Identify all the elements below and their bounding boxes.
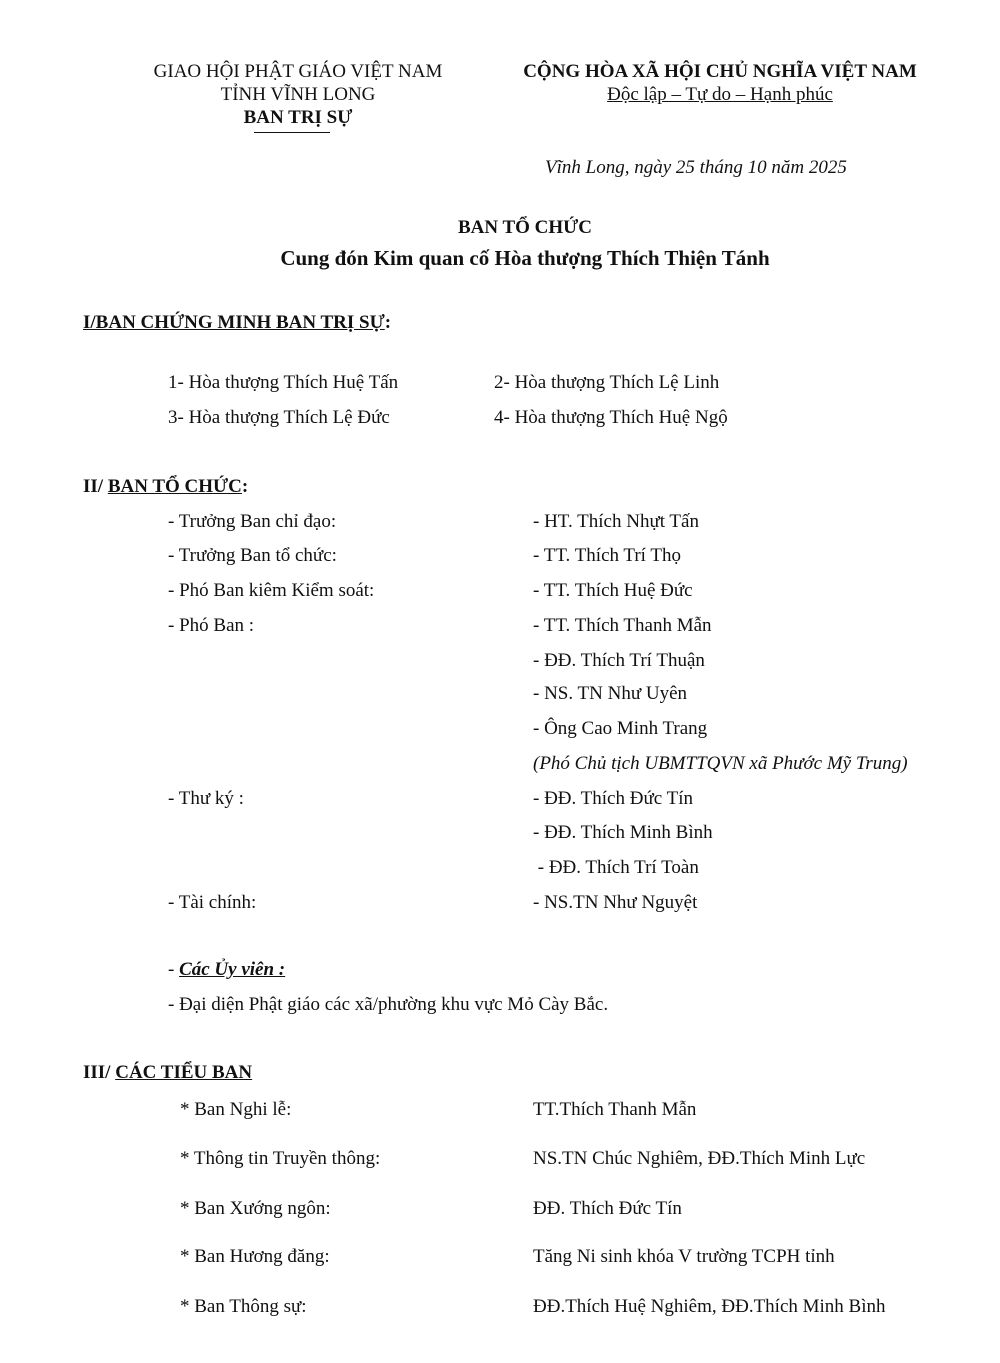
issuer-province: TỈNH VĨNH LONG <box>220 84 376 105</box>
subcommittee-value: Tăng Ni sinh khóa V trường TCPH tỉnh <box>533 1246 835 1267</box>
role-label: - Trưởng Ban chỉ đạo: <box>168 511 337 532</box>
section2-heading-text: BAN TỔ CHỨC <box>107 476 242 497</box>
section1-heading <box>83 312 391 335</box>
national-motto-block <box>490 60 950 106</box>
section1-heading-text: I/BAN CHỨNG MINH BAN TRỊ SỰ <box>83 312 385 333</box>
subcommittee-label: * Ban Hương đăng: <box>180 1246 330 1267</box>
role-person: - ĐĐ. Thích Minh Bình <box>533 822 713 843</box>
subcommittee-label: * Thông tin Truyền thông: <box>180 1148 381 1169</box>
subcommittee-value: NS.TN Chúc Nghiêm, ĐĐ.Thích Minh Lực <box>533 1148 866 1169</box>
proving-member: 2- Hòa thượng Thích Lệ Linh <box>494 372 720 393</box>
section3-heading <box>83 1062 252 1085</box>
proving-member: 3- Hòa thượng Thích Lệ Đức <box>168 407 390 428</box>
role-label: - Phó Ban kiêm Kiểm soát: <box>168 580 375 601</box>
section2-heading-prefix: II/ <box>83 476 108 497</box>
doc-title: BAN TỔ CHỨC <box>457 217 593 238</box>
role-person: - ĐĐ. Thích Trí Thuận <box>533 650 705 671</box>
date-line: Vĩnh Long, ngày 25 tháng 10 năm 2025 <box>545 157 847 178</box>
role-person-note: (Phó Chủ tịch UBMTTQVN xã Phước Mỹ Trung) <box>533 753 908 774</box>
commissioners-text: - Đại diện Phật giáo các xã/phường khu vực Mỏ Cày Bắc. <box>168 994 609 1015</box>
issuer-board: BAN TRỊ SỰ <box>243 107 353 128</box>
role-person: - NS.TN Như Nguyệt <box>533 892 698 913</box>
role-person: - TT. Thích Huệ Đức <box>533 580 693 601</box>
role-person: - ĐĐ. Thích Trí Toàn <box>533 857 699 878</box>
subcommittee-value: TT.Thích Thanh Mẫn <box>533 1099 697 1120</box>
subcommittee-value: ĐĐ.Thích Huệ Nghiêm, ĐĐ.Thích Minh Bình <box>533 1296 886 1317</box>
role-person: - TT. Thích Thanh Mẫn <box>533 615 712 636</box>
section3-heading-text: CÁC TIỂU BAN <box>115 1062 253 1083</box>
role-person: - TT. Thích Trí Thọ <box>533 545 681 566</box>
commissioners-heading <box>168 959 285 982</box>
role-person: - Ông Cao Minh Trang <box>533 718 708 739</box>
role-label: - Thư ký : <box>168 788 244 809</box>
national-title: CỘNG HÒA XÃ HỘI CHỦ NGHĨA VIỆT NAM <box>523 61 917 82</box>
subcommittee-label: * Ban Xướng ngôn: <box>180 1198 331 1219</box>
commissioners-title: Các Ủy viên : <box>179 959 286 980</box>
section3-heading-prefix: III/ <box>83 1062 116 1083</box>
subcommittee-label: * Ban Nghi lễ: <box>180 1099 292 1120</box>
role-label: - Trưởng Ban tổ chức: <box>168 545 337 566</box>
role-label: - Phó Ban : <box>168 615 255 636</box>
role-person: - ĐĐ. Thích Đức Tín <box>533 788 693 809</box>
role-person: - NS. TN Như Uyên <box>533 683 688 704</box>
role-label: - Tài chính: <box>168 892 257 913</box>
proving-member: 1- Hòa thượng Thích Huệ Tấn <box>168 372 399 393</box>
issuer-divider <box>254 132 330 133</box>
section1-heading-colon: : <box>384 312 392 333</box>
proving-member: 4- Hòa thượng Thích Huệ Ngộ <box>494 407 728 428</box>
section2-heading <box>83 476 248 499</box>
section2-heading-colon: : <box>241 476 249 497</box>
issuer-org: GIAO HỘI PHẬT GIÁO VIỆT NAM <box>153 61 443 82</box>
doc-subtitle: Cung đón Kim quan cố Hòa thượng Thích Thiện Tánh <box>280 246 770 270</box>
subcommittee-label: * Ban Thông sự: <box>180 1296 307 1317</box>
issuer-block <box>128 60 468 129</box>
national-motto: Độc lập – Tự do – Hạnh phúc <box>607 84 833 105</box>
subcommittee-value: ĐĐ. Thích Đức Tín <box>533 1198 682 1219</box>
role-person: - HT. Thích Nhựt Tấn <box>533 511 699 532</box>
commissioners-dash: - <box>168 959 180 980</box>
